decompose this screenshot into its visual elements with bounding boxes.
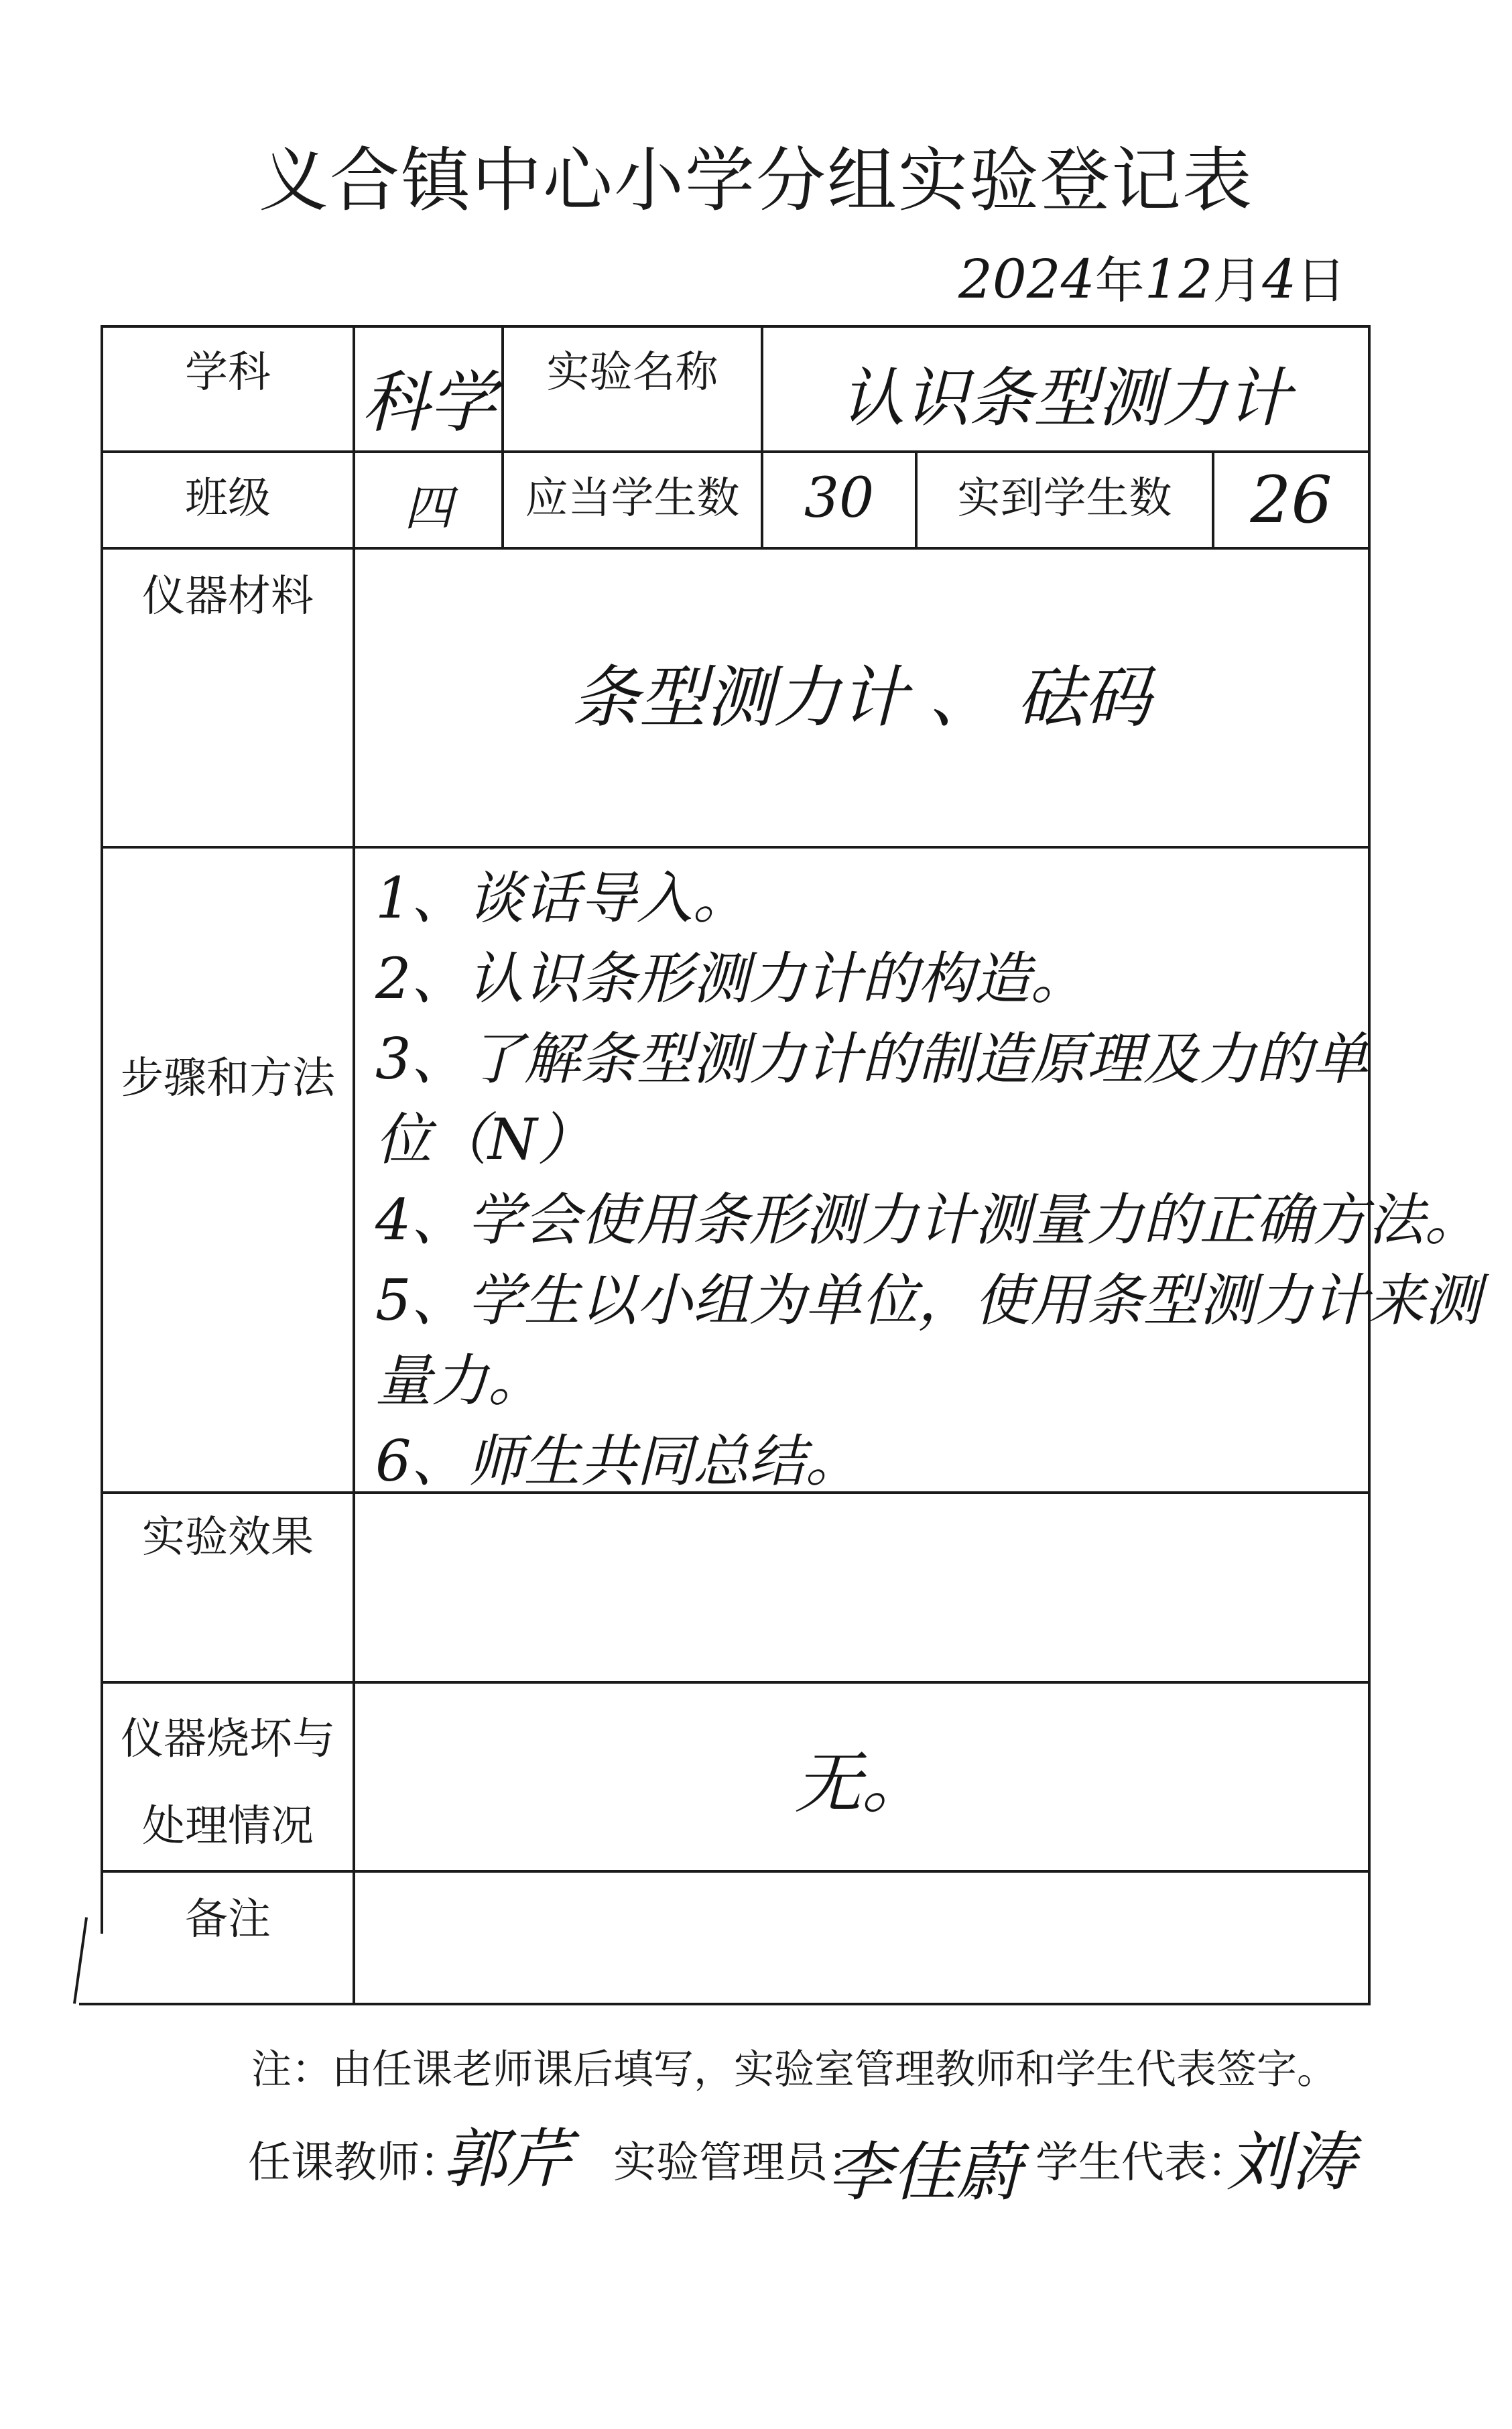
effect-label: 实验效果 (142, 1513, 314, 1562)
grid-line (101, 325, 103, 1934)
date-month-char: 月 (1212, 252, 1263, 310)
grid-line (101, 846, 1371, 849)
list-item: 6、师生共同总结。 (375, 1428, 862, 1494)
form-date (958, 241, 1346, 312)
grid-line (101, 325, 1371, 328)
list-item: 3、了解条型测力计的制造原理及力的单 (375, 1026, 1369, 1092)
remarks-label: 备注 (185, 1895, 271, 1944)
grid-line (73, 1917, 88, 2003)
actual-students-label: 实到学生数 (957, 474, 1172, 523)
date-year: 2024 (958, 248, 1095, 310)
list-item: 4、学会使用条形测力计测量力的正确方法。 (375, 1187, 1481, 1253)
teacher-label: 任课教师： (248, 2138, 462, 2188)
damage-label-line2: 处理情况 (142, 1802, 314, 1851)
date-year-char: 年 (1094, 252, 1145, 310)
expected-students-label: 应当学生数 (525, 474, 740, 523)
date-day: 4 (1262, 248, 1297, 310)
grid-line (101, 1870, 1371, 1873)
list-item: 2、认识条形测力计的构造。 (375, 946, 1087, 1011)
grid-line (101, 450, 1371, 453)
damage-label-line1: 仪器烧坏与 (121, 1715, 335, 1764)
experiment-name-label: 实验名称 (546, 348, 718, 397)
footer-note: 注：由任课老师课后填写，实验室管理教师和学生代表签字。 (251, 2046, 1337, 2093)
materials-label: 仪器材料 (142, 572, 314, 621)
actual-students-value: 26 (1250, 462, 1332, 538)
date-month: 12 (1144, 248, 1213, 310)
subject-label: 学科 (185, 348, 271, 397)
steps-label: 步骤和方法 (121, 1054, 335, 1103)
student-label: 学生代表： (1035, 2138, 1250, 2188)
grid-line (79, 2003, 1371, 2005)
list-item: 1、谈话导入。 (375, 865, 749, 931)
manager-signature: 李佳蔚 (828, 2135, 1021, 2210)
list-item: 位（N） (375, 1107, 594, 1172)
expected-students-value: 30 (804, 466, 875, 530)
grid-line (101, 1681, 1371, 1684)
steps-list (375, 858, 1481, 1501)
list-item: 5、学生以小组为单位，使用条型测力计来测 (375, 1267, 1481, 1333)
subject-value: 科学 (362, 363, 496, 442)
student-signature: 刘涛 (1226, 2125, 1355, 2200)
manager-label: 实验管理员： (613, 2138, 871, 2188)
date-day-char: 日 (1296, 252, 1346, 310)
materials-value: 条型测力计 、 砝码 (572, 658, 1151, 737)
teacher-signature: 郭芹 (442, 2121, 571, 2196)
list-item: 量力。 (375, 1348, 545, 1414)
class-label: 班级 (185, 474, 271, 523)
experiment-name-value: 认识条型测力计 (840, 361, 1291, 436)
damage-label (103, 1696, 353, 1870)
grid-line (101, 547, 1371, 550)
form-title: 义合镇中心小学分组实验登记表 (258, 139, 1253, 221)
class-value: 四 (403, 480, 452, 536)
damage-value: 无。 (794, 1744, 929, 1822)
